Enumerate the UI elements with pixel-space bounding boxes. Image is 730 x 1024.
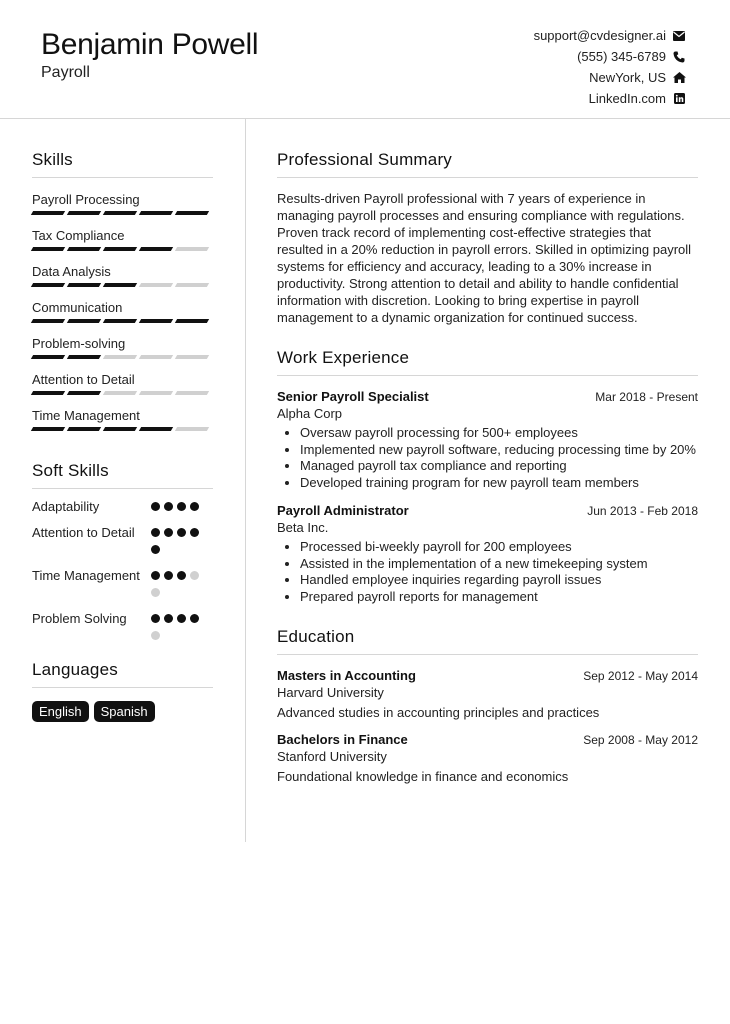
job-bullet: • Implemented new payroll software, reducing processing time by 20% [300, 442, 698, 459]
soft-skill-item [32, 498, 213, 519]
rating-dot [151, 571, 160, 580]
skill-level-segment [67, 427, 101, 431]
skill-level-segment [31, 283, 65, 287]
skill-level-bars [32, 427, 213, 431]
job-company: Alpha Corp [277, 406, 343, 421]
contact-phone[interactable] [366, 46, 686, 67]
contact-phone-text: (555) 345-6789 [577, 49, 666, 64]
job-company: Beta Inc. [277, 520, 329, 535]
job-header [277, 389, 698, 404]
soft-skills-heading: Soft Skills [32, 461, 213, 489]
skill-level-bars [32, 391, 213, 395]
skill-level-segment [139, 247, 173, 251]
skill-level-segment [175, 247, 209, 251]
soft-skill-item [32, 610, 213, 648]
sidebar [32, 150, 213, 722]
skill-level-bars [32, 355, 213, 359]
job-bullets [277, 425, 698, 491]
skill-level-segment [31, 391, 65, 395]
skills-heading: Skills [32, 150, 213, 178]
skill-level-segment [103, 319, 137, 323]
soft-skill-dots [151, 567, 213, 605]
job-bullet: • Processed bi-weekly payroll for 200 employees [300, 539, 698, 556]
language-tag: English [32, 701, 89, 722]
jobs-list [277, 389, 698, 605]
skill-label: Attention to Detail [32, 372, 135, 387]
skill-level-segment [67, 283, 101, 287]
soft-skill-label: Adaptability [32, 499, 100, 514]
soft-skill-dots [151, 524, 213, 562]
rating-dot [177, 528, 186, 537]
experience-heading: Work Experience [277, 348, 698, 376]
education-degree: Bachelors in Finance [277, 732, 408, 747]
skill-item [32, 228, 213, 251]
rating-dot [190, 571, 199, 580]
skill-label: Payroll Processing [32, 192, 140, 207]
home-icon [672, 72, 686, 83]
summary-text: Results-driven Payroll professional with 7 years of experience in managing payroll processes and ensuring compliance with regulations. Proven track record of implementing cost-effective strategies that resulted in a 20% reduction in payroll errors. Skilled in optimizing payroll systems for efficiency and accuracy, leading to a 30% increase in productivity. Strong attention to detail and ability to handle confidential information with discretion. Looking to bring expertise in payroll management to a dynamic organization for continued success. [277, 191, 692, 325]
contact-linkedin-text: LinkedIn.com [588, 91, 666, 106]
skill-level-segment [139, 283, 173, 287]
languages-list [32, 701, 213, 722]
job-date: Jun 2013 - Feb 2018 [587, 504, 698, 518]
job-bullet: • Handled employee inquiries regarding payroll issues [300, 572, 698, 589]
job-entry [277, 503, 698, 605]
education-entry [277, 668, 698, 720]
skill-level-segment [31, 247, 65, 251]
language-tag: Spanish [94, 701, 155, 722]
candidate-title: Payroll [41, 64, 90, 81]
skill-level-bars [32, 247, 213, 251]
skill-label: Data Analysis [32, 264, 111, 279]
skill-level-segment [67, 319, 101, 323]
contact-list [366, 25, 686, 109]
rating-dot [190, 528, 199, 537]
skill-level-segment [103, 247, 137, 251]
job-bullet: • Oversaw payroll processing for 500+ employees [300, 425, 698, 442]
skill-label: Communication [32, 300, 123, 315]
envelope-icon [672, 31, 686, 41]
skill-level-segment [175, 391, 209, 395]
soft-skill-dots [151, 610, 213, 648]
education-description: Advanced studies in accounting principles and practices [277, 705, 600, 720]
education-list [277, 668, 698, 784]
skill-item [32, 192, 213, 215]
rating-dot [151, 614, 160, 623]
skill-level-segment [139, 427, 173, 431]
job-bullet: • Assisted in the implementation of a new timekeeping system [300, 556, 698, 573]
education-description: Foundational knowledge in finance and economics [277, 769, 569, 784]
skill-level-segment [103, 355, 137, 359]
soft-skill-dots [151, 498, 213, 519]
skill-label: Problem-solving [32, 336, 126, 351]
education-date: Sep 2012 - May 2014 [583, 669, 698, 683]
education-heading: Education [277, 627, 698, 655]
summary-heading: Professional Summary [277, 150, 698, 178]
skill-level-segment [67, 211, 101, 215]
education-school: Harvard University [277, 685, 384, 700]
skill-level-bars [32, 211, 213, 215]
skill-level-segment [31, 319, 65, 323]
education-degree: Masters in Accounting [277, 668, 416, 683]
rating-dot [164, 614, 173, 623]
skill-level-bars [32, 283, 213, 287]
rating-dot [190, 502, 199, 511]
job-title: Senior Payroll Specialist [277, 389, 429, 404]
skill-level-segment [139, 319, 173, 323]
skill-level-segment [103, 427, 137, 431]
rating-dot [151, 631, 160, 640]
contact-email-text: support@cvdesigner.ai [533, 28, 666, 43]
skill-level-segment [67, 355, 101, 359]
contact-location-text: NewYork, US [589, 70, 666, 85]
rating-dot [164, 502, 173, 511]
skill-item [32, 264, 213, 287]
contact-email[interactable] [366, 25, 686, 46]
skill-level-segment [103, 283, 137, 287]
soft-skill-item [32, 524, 213, 562]
education-date: Sep 2008 - May 2012 [583, 733, 698, 747]
skill-level-segment [139, 355, 173, 359]
job-header [277, 503, 698, 518]
rating-dot [177, 614, 186, 623]
phone-icon [672, 51, 686, 63]
education-school: Stanford University [277, 749, 387, 764]
education-entry [277, 732, 698, 784]
skill-level-segment [67, 247, 101, 251]
skill-label: Tax Compliance [32, 228, 125, 243]
education-header [277, 668, 698, 683]
skill-level-segment [175, 211, 209, 215]
soft-skill-label: Problem Solving [32, 611, 127, 626]
skill-level-segment [31, 355, 65, 359]
job-entry [277, 389, 698, 491]
main-content [277, 150, 698, 784]
rating-dot [151, 588, 160, 597]
rating-dot [190, 614, 199, 623]
rating-dot [177, 502, 186, 511]
resume-header [0, 0, 730, 119]
rating-dot [177, 571, 186, 580]
skill-level-segment [31, 211, 65, 215]
rating-dot [151, 528, 160, 537]
job-title: Payroll Administrator [277, 503, 409, 518]
skill-level-segment [175, 355, 209, 359]
job-bullet: • Managed payroll tax compliance and reporting [300, 458, 698, 475]
rating-dot [164, 528, 173, 537]
job-date: Mar 2018 - Present [595, 390, 698, 404]
contact-linkedin[interactable] [366, 88, 686, 109]
skills-list [32, 192, 213, 431]
languages-heading: Languages [32, 660, 213, 688]
soft-skill-label: Attention to Detail [32, 525, 135, 540]
skill-level-segment [103, 391, 137, 395]
education-header [277, 732, 698, 747]
column-divider [245, 119, 246, 842]
skill-level-segment [139, 211, 173, 215]
skill-level-segment [67, 391, 101, 395]
contact-location [366, 67, 686, 88]
skill-level-segment [139, 391, 173, 395]
soft-skill-item [32, 567, 213, 605]
linkedin-icon [672, 93, 686, 104]
job-bullet: • Developed training program for new payroll team members [300, 475, 698, 492]
job-bullet: • Prepared payroll reports for management [300, 589, 698, 606]
skill-level-segment [31, 427, 65, 431]
skill-level-segment [175, 319, 209, 323]
skill-label: Time Management [32, 408, 140, 423]
job-bullets [277, 539, 698, 605]
rating-dot [151, 502, 160, 511]
candidate-name: Benjamin Powell [41, 28, 259, 61]
skill-item [32, 336, 213, 359]
soft-skill-label: Time Management [32, 568, 140, 583]
skill-level-segment [175, 283, 209, 287]
rating-dot [164, 571, 173, 580]
skill-level-segment [175, 427, 209, 431]
rating-dot [151, 545, 160, 554]
skill-level-bars [32, 319, 213, 323]
skill-level-segment [103, 211, 137, 215]
soft-skills-list [32, 498, 213, 648]
skill-item [32, 408, 213, 431]
skill-item [32, 372, 213, 395]
skill-item [32, 300, 213, 323]
